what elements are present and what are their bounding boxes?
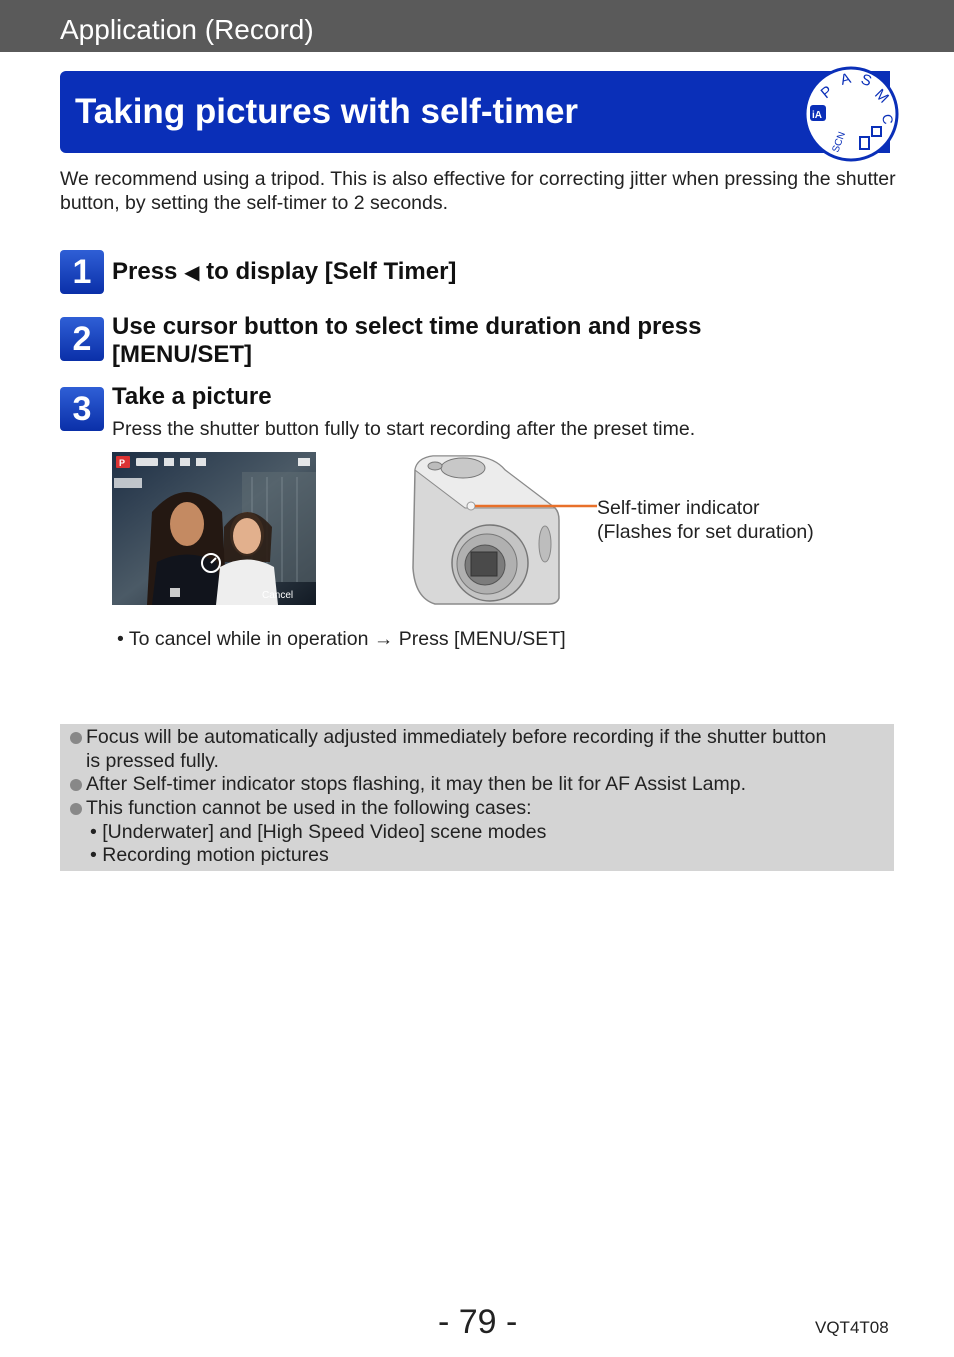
mode-dial-icon xyxy=(802,65,900,163)
page-number: - 79 - xyxy=(438,1303,518,1341)
note-1-line1: Focus will be automatically adjusted immediately before recording if the shutter button xyxy=(86,726,827,748)
cancel-note: • To cancel while in operation → Press [MENU/SET] xyxy=(117,628,566,650)
step-1-text-b: to display [Self Timer] xyxy=(199,258,457,285)
intro-text: We recommend using a tripod. This is also effective for correcting jitter when pressing the shutter button, by setting the self-timer to 2 seconds. xyxy=(60,168,896,214)
bullet-icon xyxy=(70,779,82,791)
dial-letter-scn: SCN xyxy=(830,130,849,155)
callout-line xyxy=(475,503,597,509)
notes-box xyxy=(60,724,894,871)
step-3-badge: 3 xyxy=(60,387,104,431)
page-title: Taking pictures with self-timer xyxy=(75,92,579,131)
dial-letter-a: A xyxy=(838,69,853,89)
lcd-cancel-label: Cancel xyxy=(262,590,294,601)
section-title: Application (Record) xyxy=(60,14,314,45)
camera-illustration xyxy=(405,448,565,608)
note-3-sub-2: • Recording motion pictures xyxy=(90,844,329,866)
self-timer-indicator-lamp xyxy=(467,502,475,510)
note-3-sub-1: • [Underwater] and [High Speed Video] scene modes xyxy=(90,821,547,843)
step-2-line2: [MENU/SET] xyxy=(112,341,252,368)
note-3: This function cannot be used in the following cases: xyxy=(86,797,532,819)
document-code: VQT4T08 xyxy=(815,1318,889,1337)
bullet-icon xyxy=(70,803,82,815)
callout-line2: (Flashes for set duration) xyxy=(597,521,814,543)
dial-letter-ia: iA xyxy=(812,110,822,121)
dial-letter-c: C xyxy=(879,112,897,126)
step-2-text xyxy=(112,313,872,369)
note-1-line2: is pressed fully. xyxy=(86,749,219,772)
dial-letter-s: S xyxy=(858,70,874,91)
callout-line1: Self-timer indicator xyxy=(597,497,760,519)
callout-label xyxy=(597,496,814,544)
lcd-mode-indicator: P xyxy=(119,458,126,468)
lcd-screen-image xyxy=(112,452,316,605)
dial-letter-m: M xyxy=(871,85,893,107)
step-2-badge: 2 xyxy=(60,317,104,361)
step-1-text xyxy=(112,258,872,287)
step-2-line1: Use cursor button to select time duration and press xyxy=(112,313,702,340)
step-1-badge: 1 xyxy=(60,250,104,294)
bullet-icon xyxy=(70,732,82,744)
note-2: After Self-timer indicator stops flashing, it may then be lit for AF Assist Lamp. xyxy=(86,773,747,795)
left-arrow-icon: ◀ xyxy=(184,262,200,284)
step-3-text: Take a picture xyxy=(112,383,272,410)
step-3-subtext: Press the shutter button fully to start recording after the preset time. xyxy=(112,418,696,440)
dial-letter-p: P xyxy=(817,82,837,103)
step-1-text-a: Press xyxy=(112,258,185,285)
